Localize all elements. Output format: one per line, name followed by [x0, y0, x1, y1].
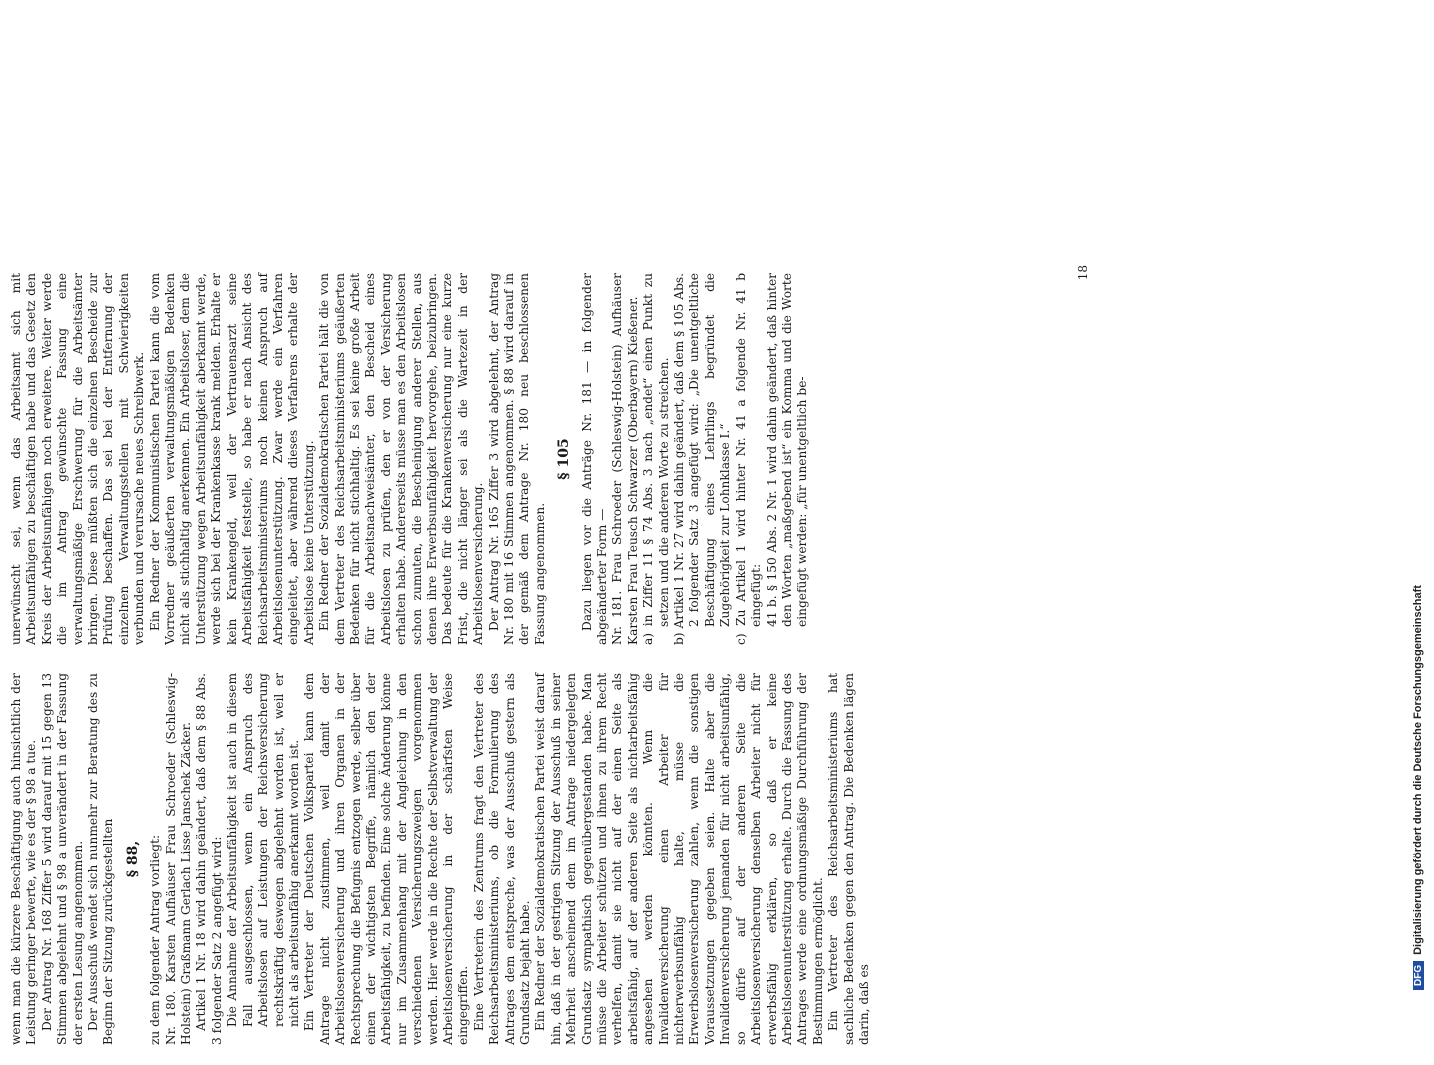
paragraph: Ein Vertreter der Deutschen Volkspartei kann dem Antrage nicht zustimmen, weil damit der Arbeitslosenversicherung und ihren Organen in der Rechtsprechung die Befugnis entzogen werde, selber über einen der wichtigsten Begriffe, nämlich den der Arbeitsfähigkeit, zu befinden. Eine solche Änderung könne nur im Zusammenhang mit der Angleichung in den verschiedenen Versicherungszweigen vorgenommen werden. Hier werde in die Rechte der Selbstverwaltung der Arbeitslosenversicherung in der schärfsten Weise eingegriffen. — [302, 673, 471, 1045]
paragraph: Ein Redner der Sozialdemokratischen Partei weist darauf hin, daß in der gestrigen Sitzung der Ausschuß in seiner Mehrheit anscheinend dem im Antrage niedergelegten Grundsatz sympathisch gegenübergestanden habe. Man müsse die Arbeiter schützen und ihnen zu ihrem Recht verhelfen, damit sie nicht auf der einen Seite als arbeitsfähig, auf der anderen Seite als nichtarbeitsfähig angesehen werden könnten. Wenn die Invalidenversicherung einen Arbeiter für nichterwerbsunfähig halte, müsse die Erwerbslosenversicherung zahlen, wenn die sonstigen Voraussetzungen gegeben seien. Halte aber die Invalidenversicherung jemanden für nicht arbeitsunfähig, so dürfe auf der anderen Seite die Arbeitslosenversicherung denselben Arbeiter nicht für erwerbsfähig erklären, so daß er keine Arbeitslosenunterstützung erhalte. Durch die Fassung des Antrages werde eine ordnungsmäßige Durchführung der Bestimmungen ermöglicht. — [533, 673, 825, 1045]
dfg-logo-icon: DFG — [1413, 961, 1424, 990]
list-item: a) in Ziffer 11 § 74 Abs. 3 nach „endet“ einen Punkt zu setzen und die anderen Worte zu streichen. — [641, 273, 671, 645]
left-column — [9, 673, 872, 1045]
paragraph: zu dem folgender Antrag vorliegt: — [148, 834, 163, 1045]
paragraph: Eine Vertreterin des Zentrums fragt den Vertreter des Reichsarbeitsministeriums, ob die Formulierung des Antrages dem entspreche, was der Ausschuß gestern als Grundsatz bejaht habe. — [471, 673, 532, 1045]
signature-mark: 18 — [1075, 265, 1090, 281]
dfg-notice-text: Digitalisierung gefördert durch die Deutsche Forschungsgemeinschaft — [1412, 585, 1424, 955]
paragraph: Der Antrag Nr. 168 Ziffer 5 wird darauf mit 15 gegen 13 Stimmen abgelehnt und § 98 a unverändert in der Fassung der ersten Lesung angenommen. — [39, 673, 85, 1045]
dfg-notice — [1412, 10, 1428, 990]
document-page — [0, 245, 1095, 1065]
paragraph: Ein Redner der Kommunistischen Partei kann die vom Vorredner geäußerten verwaltungsmäßigen Bedenken nicht als stichhaltig anerkennen. Ein Arbeitsloser, dem die Unterstützung wegen Arbeitsunfähigkeit aberkannt werde, werde sich bei der Krankenkasse krank melden. Erhalte er kein Krankengeld, weil der Vertrauensarzt seine Arbeitsfähigkeit feststelle, so habe er nach Ansicht des Reichsarbeitsministeriums noch keinen Anspruch auf Arbeitslosenunterstützung. Zwar werde ein Verfahren eingeleitet, aber während dieses Verfahrens erhalte der Arbeitslose keine Unterstützung. — [147, 273, 316, 645]
paragraph: Der Antrag Nr. 165 Ziffer 3 wird abgelehnt, der Antrag Nr. 180 mit 16 Stimmen angenommen. § 88 wird darauf in der gemäß dem Antrage Nr. 180 neu beschlossenen Fassung angenommen. — [486, 273, 547, 645]
dfg-band — [1406, 0, 1434, 1000]
motion-181: Nr. 181. Frau Schroeder (Schleswig-Holstein) Aufhäuser Karsten Frau Teusch Schwarzer (Oberbayern) Kießener. — [610, 273, 640, 645]
paragraph: unerwünscht sei, wenn das Arbeitsamt sich mit Arbeitsunfähigen zu beschäftigen habe und das Gesetz den Kreis der Arbeitsunfähigen noch erweitere. Weiter werde die im Antrag gewünschte Fassung eine verwaltungsmäßige Erschwerung für die Arbeitsämter bringen. Diese müßten sich die einzelnen Bescheide zur Prüfung beschaffen. Das sei bei der Entfernung der einzelnen Verwaltungsstellen mit Schwierigkeiten verbunden und verursache neues Schreibwerk. — [9, 273, 147, 645]
section-heading-88: § 88, — [124, 840, 141, 878]
paragraph: Artikel 1 Nr. 18 wird dahin geändert, daß dem § 88 Abs. 3 folgender Satz 2 angefügt wird: — [194, 673, 224, 1045]
section-heading-105: § 105 — [556, 438, 573, 480]
quoted-amendment: Die Annahme der Arbeitsunfähigkeit ist auch in diesem Fall ausgeschlossen, wenn ein Anspruch des Arbeitslosen auf Leistungen der Reichsversicherung rechtskräftig deswegen abgelehnt worden ist, weil er nicht als arbeitsunfähig anerkannt worden ist. — [225, 673, 301, 1027]
right-column — [9, 273, 811, 645]
list-item: b) Artikel 1 Nr. 27 wird dahin geändert, daß dem § 105 Abs. 2 folgender Satz 3 angefügt wird: „Die unentgeltliche Beschäftigung eines Lehrlings begründet die Zugehörigkeit zur Lohnklasse I.“ — [672, 273, 733, 645]
motion-180: Nr. 180. Karsten Aufhäuser Frau Schroeder (Schleswig-Holstein) Graßmann Gerlach Lisse Janschek Zäcker. — [163, 673, 194, 1045]
paragraph: Ein Redner der Sozialdemokratischen Partei hält die von dem Vertreter des Reichsarbeitsministeriums geäußerten Bedenken für nicht stichhaltig. Es sei keine große Arbeit für die Arbeitsnachweisämter, den Bescheid eines Arbeitslosen zu prüfen, den er von der Versicherung erhalten habe. Andererseits müsse man es den Arbeitslosen schon zumuten, die Bescheinigung anderer Stellen, aus denen ihre Erwerbsunfähigkeit hervorgehe, beizubringen. Das bedeute für die Krankenversicherung nur eine kurze Frist, die nicht länger sei als die Wartezeit in der Arbeitslosenversicherung. — [317, 273, 486, 645]
paragraph: Dazu liegen vor die Anträge Nr. 181 — in folgender abgeänderter Form — — [579, 273, 610, 645]
list-item: 41 b. § 150 Abs. 2 Nr. 1 wird dahin geändert, daß hinter den Worten „maßgebend ist“ ein Komma und die Worte eingefügt werden: „für unentgeltlich be- — [764, 273, 810, 627]
paragraph: Der Ausschuß wendet sich nunmehr zur Beratung des zu Beginn der Sitzung zurückgestellten — [86, 673, 116, 1045]
paragraph: Ein Vertreter des Reichsarbeitsministeriums hat sachliche Bedenken gegen den Antrag. Die Bedenken lägen darin, daß es — [826, 673, 871, 1045]
list-item: c) Zu Artikel 1 wird hinter Nr. 41 a folgende Nr. 41 b eingefügt: — [733, 273, 764, 645]
paragraph: wenn man die kürzere Beschäftigung auch hinsichtlich der Leistung geringer bewerte, wie es der § 98 a tue. — [9, 673, 39, 1045]
